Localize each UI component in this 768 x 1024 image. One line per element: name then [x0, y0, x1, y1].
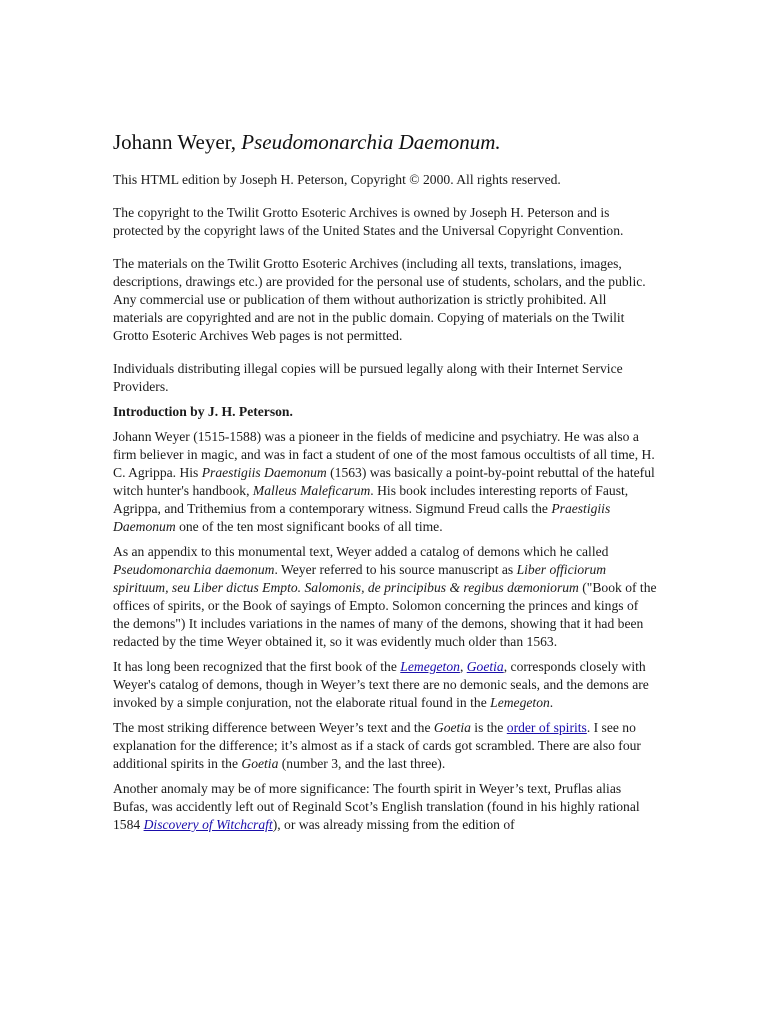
- intro-paragraph-5: Another anomaly may be of more significance: The fourth spirit in Weyer’s text, Pruflas alias Bufas, was accidently left out of Reginald Scot’s English translation (found in his highly rational 1584 Discovery of Witchcraft), or was already missing from the edition of: [113, 781, 640, 832]
- copyright-notice: This HTML edition by Joseph H. Peterson, Copyright © 2000. All rights reserved.: [113, 172, 561, 187]
- goetia-link[interactable]: Goetia: [466, 659, 504, 674]
- title-author: Johann Weyer,: [113, 130, 237, 154]
- page-title: [113, 128, 658, 156]
- document-page: [113, 128, 658, 841]
- intro-paragraph-2: As an appendix to this monumental text, Weyer added a catalog of demons which he called Pseudomonarchia daemonum. Weyer referred to his source manuscript as Liber officiorum spirituum, seu Liber dictus Empto. Salomonis, de principibus & regibus dæmoniorum ("Book of the offices of spirits, or the Book of sayings of Empto. Solomon concerning the princes and kings of the demons") It includes variations in the names of many of the demons, showing that it had been redacted by the time Weyer obtained it, so it was evidently much older than 1563.: [113, 544, 657, 649]
- copyright-usage: The materials on the Twilit Grotto Esoteric Archives (including all texts, translations, images, descriptions, drawings etc.) are provided for the personal use of students, scholars, and the public. Any commercial use or publication of them without authorization is strictly prohibited. All materials are copyrighted and are not in the public domain. Copying of materials on the Twilit Grotto Esoteric Archives Web pages is not permitted.: [113, 256, 646, 343]
- title-work: Pseudomonarchia Daemonum.: [241, 130, 501, 154]
- discovery-of-witchcraft-link[interactable]: Discovery of Witchcraft: [143, 817, 273, 832]
- copyright-warning: Individuals distributing illegal copies will be pursued legally along with their Internet Service Providers.: [113, 361, 623, 394]
- intro-heading: Introduction by J. H. Peterson.: [113, 404, 293, 419]
- intro-paragraph-3: It has long been recognized that the first book of the Lemegeton, Goetia, corresponds closely with Weyer's catalog of demons, though in Weyer’s text there are no demonic seals, and the demons are invoked by a simple conjuration, not the elaborate ritual found in the Lemegeton.: [113, 659, 649, 710]
- intro-paragraph-4: The most striking difference between Weyer’s text and the Goetia is the order of spirits. I see no explanation for the difference; it’s almost as if a stack of cards got scrambled. There are also four additional spirits in the Goetia (number 3, and the last three).: [113, 720, 641, 771]
- copyright-ownership: The copyright to the Twilit Grotto Esoteric Archives is owned by Joseph H. Peterson and is protected by the copyright laws of the United States and the Universal Copyright Convention.: [113, 205, 624, 238]
- lemegeton-link[interactable]: Lemegeton: [400, 659, 460, 674]
- intro-paragraph-1: Johann Weyer (1515-1588) was a pioneer in the fields of medicine and psychiatry. He was also a firm believer in magic, and was in fact a student of one of the most famous occultists of all time, H. C. Agrippa. His Praestigiis Daemonum (1563) was basically a point-by-point rebuttal of the hateful witch hunter's handbook, Malleus Maleficarum. His book includes interesting reports of Faust, Agrippa, and Trithemius from a contemporary witness. Sigmund Freud calls the Praestigiis Daemonum one of the ten most significant books of all time.: [113, 429, 655, 534]
- order-of-spirits-link[interactable]: order of spirits: [506, 720, 587, 735]
